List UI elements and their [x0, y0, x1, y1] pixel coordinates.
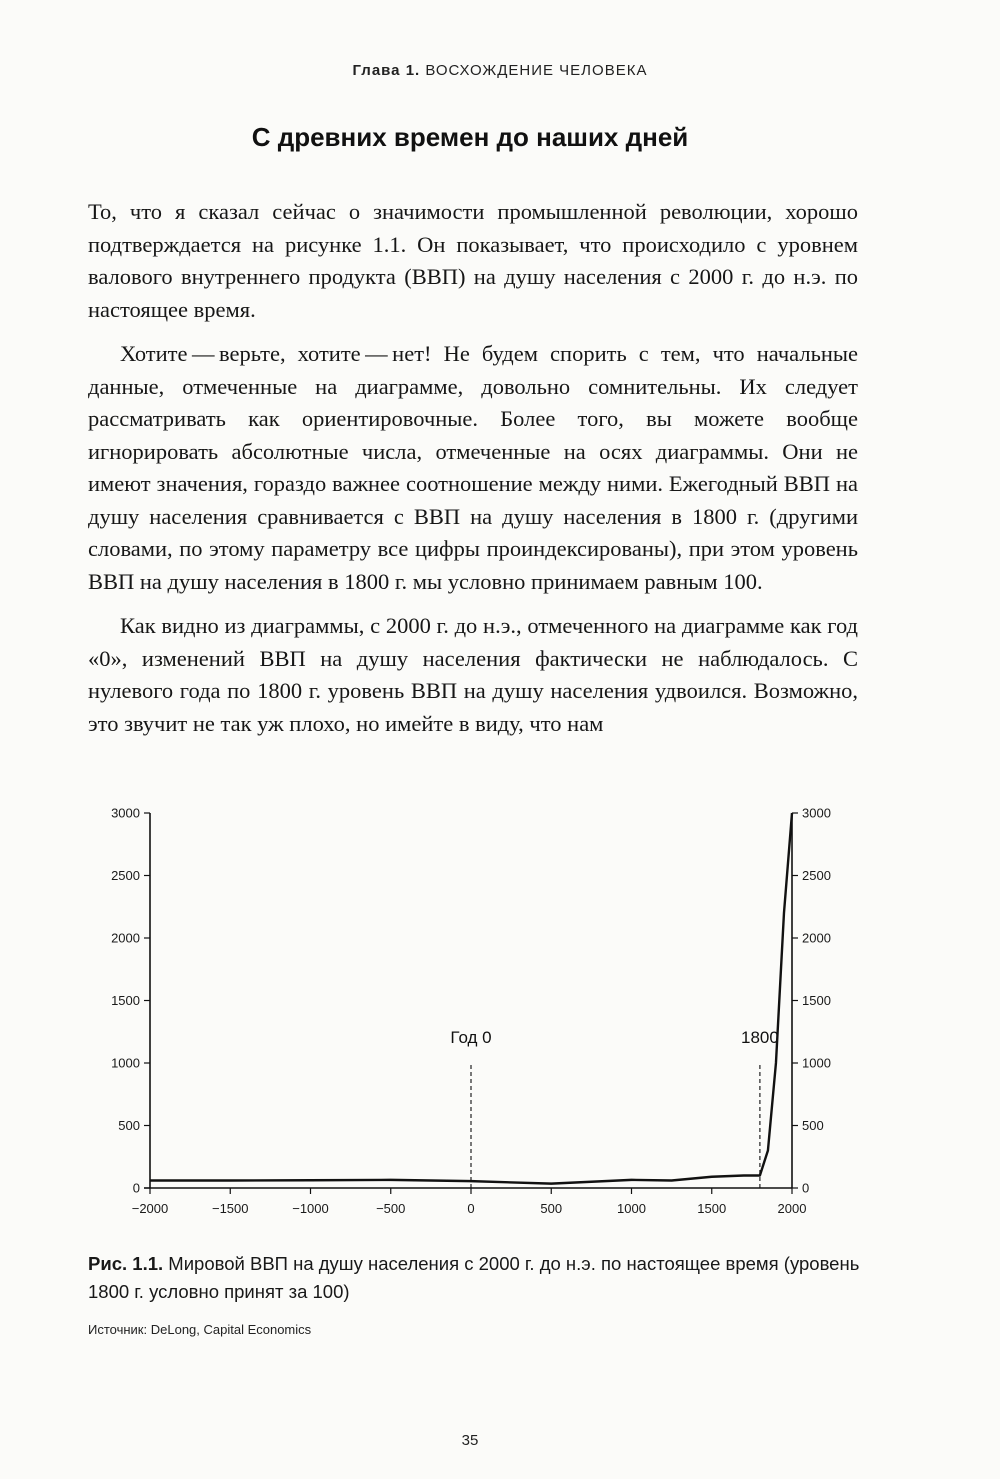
annotations [450, 1028, 778, 1188]
body-text [88, 196, 858, 740]
x-tick-label: −2000 [131, 1201, 169, 1216]
y-tick-label-left: 2500 [111, 868, 140, 883]
figure-label: Рис. 1.1. [88, 1253, 164, 1274]
source-text: DeLong, Capital Economics [150, 1322, 312, 1337]
paragraph-3: Как видно из диаграммы, с 2000 г. до н.э., отмеченного на диаграмме как год «0», изменений ВВП на душу населения фактически не наблюдалось. С нулевого года по 1800 г. уровень ВВП на душу населения удвоился. Возможно, это звучит не так уж плохо, но имейте в виду, что нам [88, 613, 858, 736]
x-ticks [132, 1188, 807, 1216]
paragraph-1: То, что я сказал сейчас о значимости промышленной революции, хорошо подтверждается на рисунке 1.1. Он показывает, что происходило с уровнем валового внутреннего продукта (ВВП) на душу населения с 2000 г. до н.э. по настоящее время. [88, 199, 858, 322]
page-number: 35 [461, 1432, 479, 1449]
running-head [0, 62, 1000, 79]
y-tick-label-right: 3000 [802, 805, 831, 821]
gdp-chart [60, 795, 831, 1235]
y-tick-label-left: 1500 [111, 993, 140, 1008]
x-tick-label: 0 [467, 1201, 475, 1216]
section-title: С древних времен до наших дней [251, 122, 689, 152]
x-tick-label: −500 [376, 1201, 406, 1216]
y-tick-label-right: 2500 [802, 868, 831, 883]
x-tick-label: 500 [540, 1201, 563, 1216]
y-tick-label-right: 500 [802, 1118, 824, 1133]
x-tick-label: −1500 [211, 1201, 249, 1216]
y-tick-label-left: 3000 [111, 805, 140, 821]
chapter-label: Глава 1. [352, 62, 421, 79]
figure-caption [88, 1250, 878, 1306]
figure-source [88, 1322, 311, 1337]
figure-caption-text: Мировой ВВП на душу населения с 2000 г. до н.э. по настоящее время (уровень 1800 г. условно принят за 100) [88, 1253, 860, 1302]
x-tick-label: 1500 [697, 1201, 727, 1216]
x-tick-label: −1000 [292, 1201, 329, 1216]
y-tick-label-right: 1500 [802, 993, 831, 1008]
annotation-label: 1800 [740, 1028, 779, 1047]
x-tick-label: 1000 [617, 1201, 646, 1216]
y-tick-label-left: 1000 [111, 1055, 140, 1071]
source-label: Источник: [88, 1322, 148, 1337]
y-tick-label-left: 0 [132, 1180, 140, 1196]
y-tick-label-left: 500 [118, 1118, 140, 1133]
y-tick-label-right: 0 [802, 1180, 810, 1196]
annotation-label: Год 0 [450, 1028, 492, 1047]
y-tick-label-right: 2000 [802, 930, 831, 946]
chapter-title: ВОСХОЖДЕНИЕ ЧЕЛОВЕКА [425, 62, 648, 79]
y-tick-label-left: 2000 [111, 930, 140, 946]
y-tick-label-right: 1000 [802, 1055, 831, 1071]
paragraph-2: Хотите — верьте, хотите — нет! Не будем спорить с тем, что начальные данные, отмеченные на диаграмме, довольно сомнительны. Их следует рассматривать как ориентировочные. Более того, вы можете вообще игнорировать абсолютные числа, отмеченные на осях диаграммы. Они не имеют значения, гораздо важнее соотношение между ними. Ежегодный ВВП на душу населения сравнивается с ВВП на душу населения в 1800 г. (другими словами, по этому параметру все цифры проиндексированы), при этом уровень ВВП на душу населения в 1800 г. мы условно принимаем равным 100. [88, 341, 858, 594]
x-tick-label: 2000 [777, 1201, 807, 1216]
